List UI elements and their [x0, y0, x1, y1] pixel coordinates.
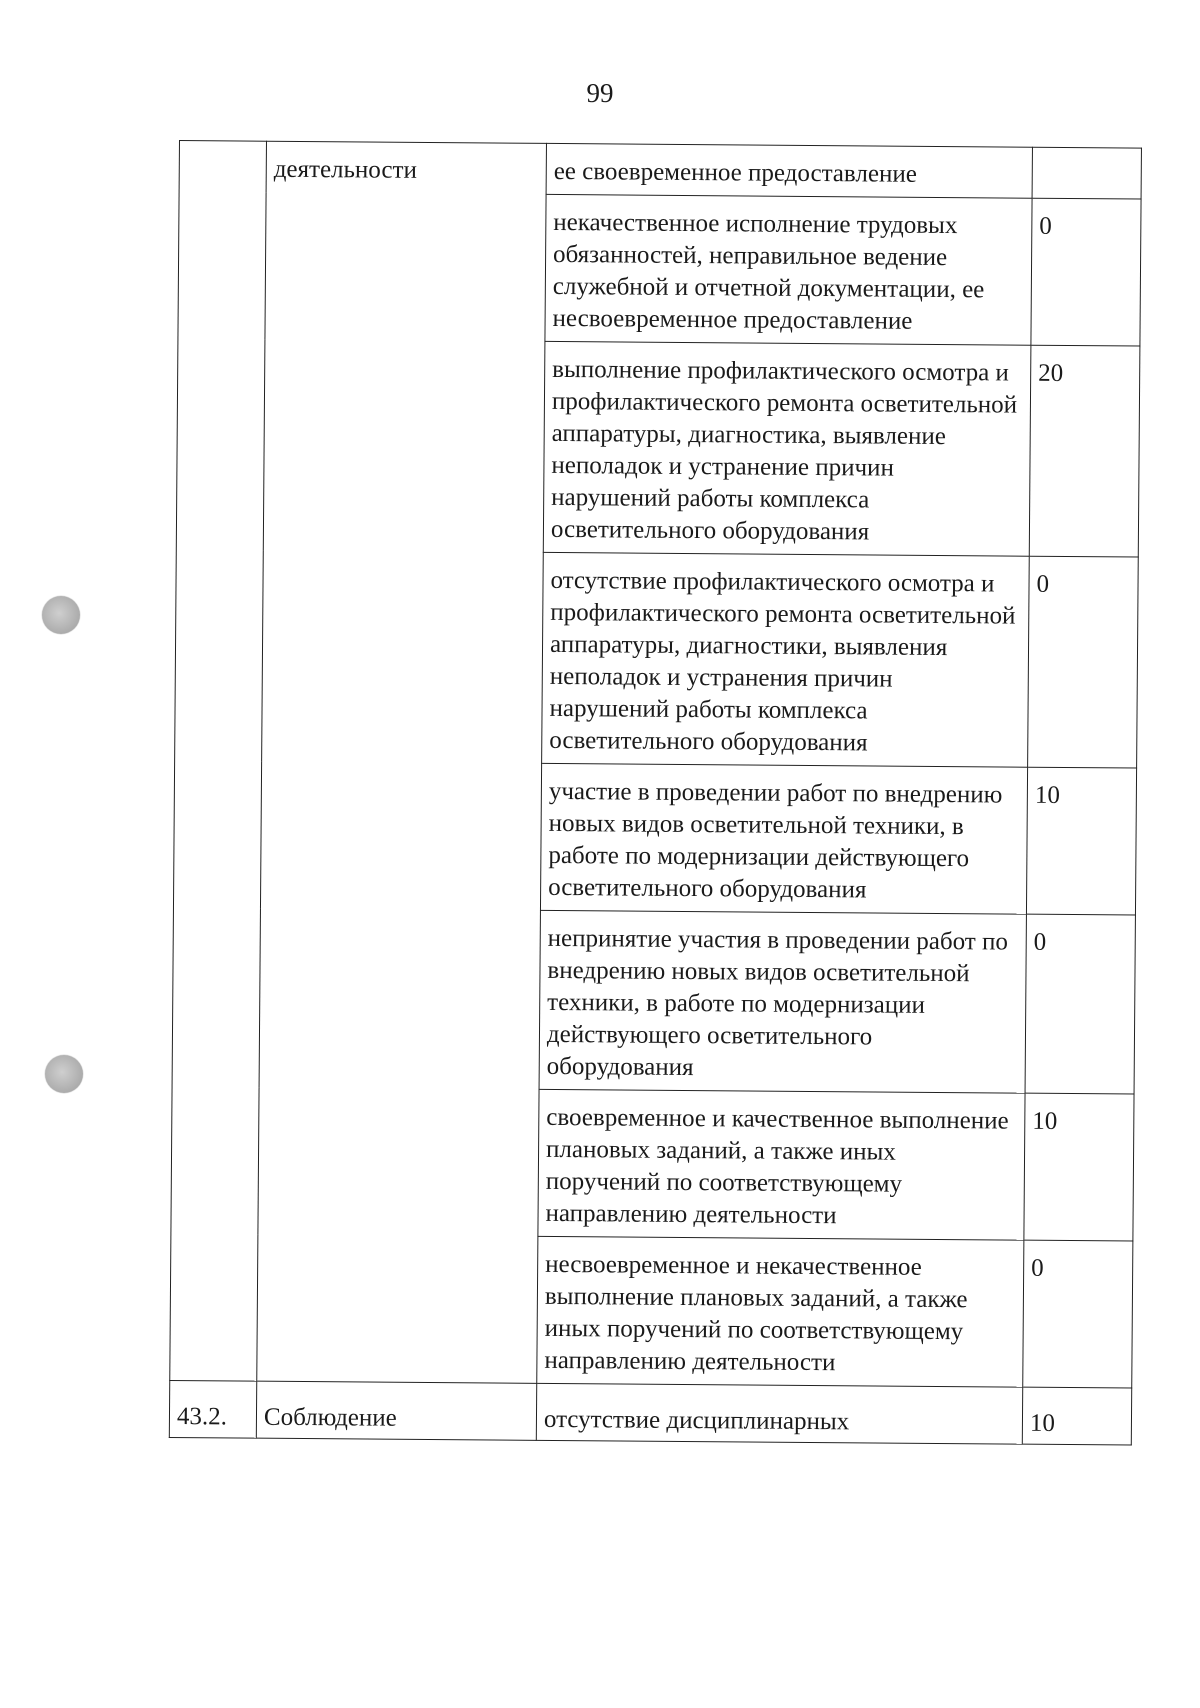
- criterion-cell: отсутствие профилактического осмотра и профилактического ремонта осветительной аппаратуры, диагностики, выявления неполадок и устранения причин нарушений работы комплекса осветительного оборудования: [542, 552, 1030, 767]
- score-cell: 20: [1029, 345, 1140, 557]
- indicator-name-cell: Соблюдение: [256, 1381, 536, 1440]
- page-number: 99: [586, 78, 614, 108]
- score-cell: 0: [1031, 198, 1141, 346]
- score-cell: 0: [1025, 914, 1135, 1094]
- criterion-cell: непринятие участия в проведении работ по внедрению новых видов осветительной техники, в работе по модернизации действующего осветительного оборудования: [539, 910, 1026, 1093]
- item-number-cell: [170, 141, 267, 1382]
- table-row: [169, 1380, 1131, 1445]
- criterion-cell: своевременное и качественное выполнение плановых заданий, а также иных поручений по соответствующему направлению деятельности: [538, 1089, 1025, 1240]
- score-cell: 0: [1023, 1240, 1133, 1388]
- punch-hole: [42, 596, 80, 634]
- criterion-cell: выполнение профилактического осмотра и профилактического ремонта осветительной аппаратуры, диагностика, выявление неполадок и устранение причин нарушений работы комплекса осветительного оборудования: [543, 341, 1031, 556]
- score-cell: 0: [1028, 556, 1139, 768]
- criterion-cell: ее своевременное предоставление: [546, 143, 1032, 198]
- punch-hole: [45, 1055, 83, 1093]
- table-row: [179, 141, 1141, 200]
- criterion-cell: несвоевременное и некачественное выполнение плановых заданий, а также иных поручений по соответствующему направлению деятельности: [537, 1236, 1024, 1387]
- indicator-name-cell: деятельности: [257, 141, 547, 1383]
- score-cell: 10: [1026, 767, 1136, 915]
- criterion-cell: участие в проведении работ по внедрению новых видов осветительной техники, в работе по модернизации действующего осветительного оборудования: [540, 763, 1027, 914]
- score-cell: 10: [1022, 1387, 1131, 1445]
- criterion-cell: некачественное исполнение трудовых обязанностей, неправильное ведение служебной и отчетной документации, ее несвоевременное предоставление: [545, 194, 1032, 345]
- score-cell: [1032, 147, 1141, 199]
- criteria-table: [169, 140, 1142, 1446]
- score-cell: 10: [1024, 1093, 1134, 1241]
- item-number-cell: 43.2.: [169, 1380, 256, 1438]
- criterion-cell: отсутствие дисциплинарных: [536, 1383, 1022, 1444]
